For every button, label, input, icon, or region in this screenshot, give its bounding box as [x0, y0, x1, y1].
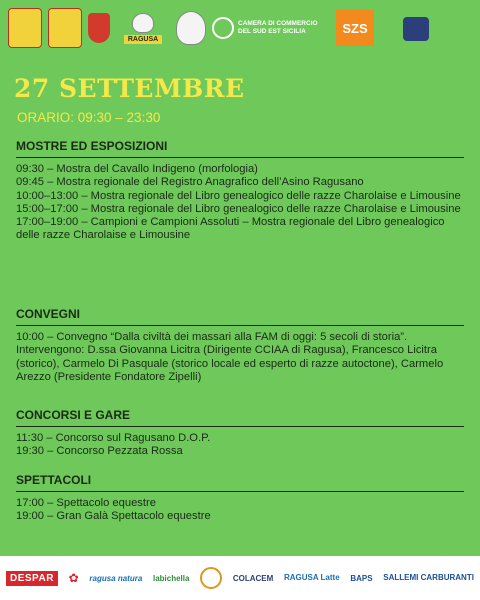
- section-concorsi: [16, 408, 464, 459]
- emblem-icon: [403, 17, 429, 41]
- list-item: 19:00 – Gran Galà Spettacolo equestre: [16, 510, 211, 523]
- section-convegni: [16, 307, 464, 384]
- list-item: 17:00 – Spettacolo equestre: [16, 497, 156, 509]
- sponsor-circle-icon: [200, 567, 222, 589]
- sponsor-bar: [0, 556, 480, 600]
- section-title: SPETTACOLI: [16, 473, 464, 492]
- list-item: 09:30 – Mostra del Cavallo Indigeno (morfologia): [16, 163, 258, 175]
- despar-tree-icon: ✿: [68, 571, 79, 585]
- opening-hours: ORARIO: 09:30 – 23:30: [17, 110, 161, 125]
- ragusa-emblem-icon: [132, 13, 154, 33]
- comune-ragusa-logo: RAGUSA: [116, 10, 170, 46]
- list-item: 17:00–19:00 – Campioni e Campioni Assoluti – Mostra regionale del Libro genealogico delle razze Charolaise e Limousine: [16, 216, 445, 242]
- sponsor-sallemi: SALLEMI CARBURANTI: [383, 573, 474, 582]
- szs-logo: SZS: [336, 10, 374, 46]
- list-item: 11:30 – Concorso sul Ragusano D.O.P.: [16, 432, 211, 444]
- list-item: 19:30 – Concorso Pezzata Rossa: [16, 445, 183, 458]
- consorzio-logo: [380, 9, 452, 47]
- municipal-emblem-icon: [176, 11, 206, 45]
- camera-commercio-logo: CAMERA DI COMMERCIO DEL SUD EST SICILIA: [212, 17, 330, 39]
- sponsor-ragusa-latte: RAGUSA Latte: [283, 573, 340, 582]
- sponsor-labichella: labichella: [152, 573, 190, 583]
- section-title: CONCORSI E GARE: [16, 408, 464, 427]
- sponsor-ragusa-natura: ragusa natura: [89, 573, 143, 583]
- section-title: CONVEGNI: [16, 307, 464, 326]
- section-mostre: [16, 139, 464, 243]
- list-item: 10:00–13:00 – Mostra regionale del Libro genealogico delle razze Charolaise e Limousine: [16, 189, 461, 202]
- sponsor-despar: DESPAR: [6, 571, 58, 586]
- top-logo-bar: [0, 0, 480, 56]
- provincia-crest-icon: [48, 8, 82, 48]
- sponsor-baps: BAPS: [350, 573, 373, 583]
- regione-crest-icon: [8, 8, 42, 48]
- shield-icon: [88, 13, 110, 43]
- chamber-mark-icon: [212, 17, 234, 39]
- list-item: 15:00–17:00 – Mostra regionale del Libro genealogico delle razze Charolaise e Limousine: [16, 202, 461, 215]
- list-item: 09:45 – Mostra regionale del Registro Anagrafico dell’Asino Ragusano: [16, 176, 364, 189]
- section-spettacoli: [16, 473, 464, 524]
- event-date: 27 SETTEMBRE: [14, 74, 245, 103]
- list-item: 10:00 – Convegno “Dalla civiltà dei massari alla FAM di oggi: 5 secoli di storia”. Intervengono: D.ssa Giovanna Licitra (Dirigente CCIAA di Ragusa), Francesco Licitra (storico), Carmelo Di Pasquale (storico locale ed esperto di razze autoctone), Carmelo Arezzo (Presidente Fondatore Zipelli): [16, 331, 444, 383]
- sponsor-colacem: COLACEM: [232, 573, 274, 583]
- section-title: MOSTRE ED ESPOSIZIONI: [16, 139, 464, 158]
